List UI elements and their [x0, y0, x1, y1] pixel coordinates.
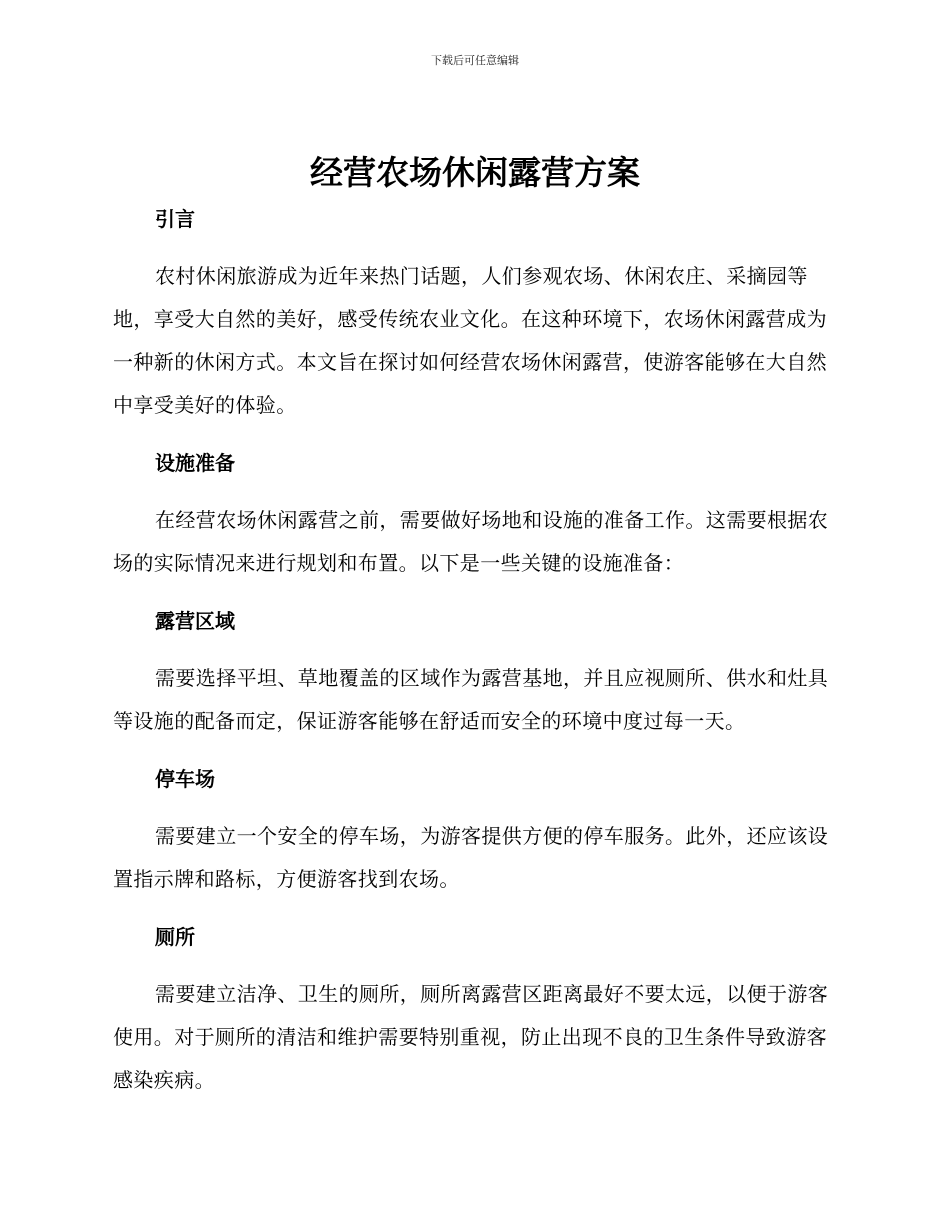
section-camping-area — [113, 599, 837, 743]
section-heading: 停车场 — [155, 767, 215, 791]
section-heading: 设施准备 — [155, 451, 235, 475]
section-restroom — [113, 915, 837, 1102]
section-introduction — [113, 197, 837, 427]
document-title: 经营农场休闲露营方案 — [310, 153, 640, 192]
section-paragraph: 农村休闲旅游成为近年来热门话题，人们参观农场、休闲农庄、采摘园等地，享受大自然的美好，感受传统农业文化。在这种环境下，农场休闲露营成为一种新的休闲方式。本文旨在探讨如何经营农场休闲露营，使游客能够在大自然中享受美好的体验。 — [113, 264, 827, 417]
section-heading: 露营区域 — [155, 609, 235, 633]
section-paragraph: 需要建立洁净、卫生的厕所，厕所离露营区距离最好不要太远，以便于游客使用。对于厕所的清洁和维护需要特别重视，防止出现不良的卫生条件导致游客感染疾病。 — [113, 982, 829, 1092]
section-paragraph: 需要选择平坦、草地覆盖的区域作为露营基地，并且应视厕所、供水和灶具等设施的配备而定，保证游客能够在舒适而安全的环境中度过每一天。 — [113, 666, 829, 733]
section-paragraph: 需要建立一个安全的停车场，为游客提供方便的停车服务。此外，还应该设置指示牌和路标，方便游客找到农场。 — [113, 824, 829, 891]
section-heading: 厕所 — [155, 925, 195, 949]
section-facility-preparation — [113, 441, 837, 585]
document-body — [113, 197, 837, 1116]
header-note: 下载后可任意编辑 — [431, 54, 519, 67]
section-paragraph: 在经营农场休闲露营之前，需要做好场地和设施的准备工作。这需要根据农场的实际情况来进行规划和布置。以下是一些关键的设施准备： — [113, 508, 829, 575]
section-heading: 引言 — [155, 207, 195, 231]
section-parking-lot — [113, 757, 837, 901]
